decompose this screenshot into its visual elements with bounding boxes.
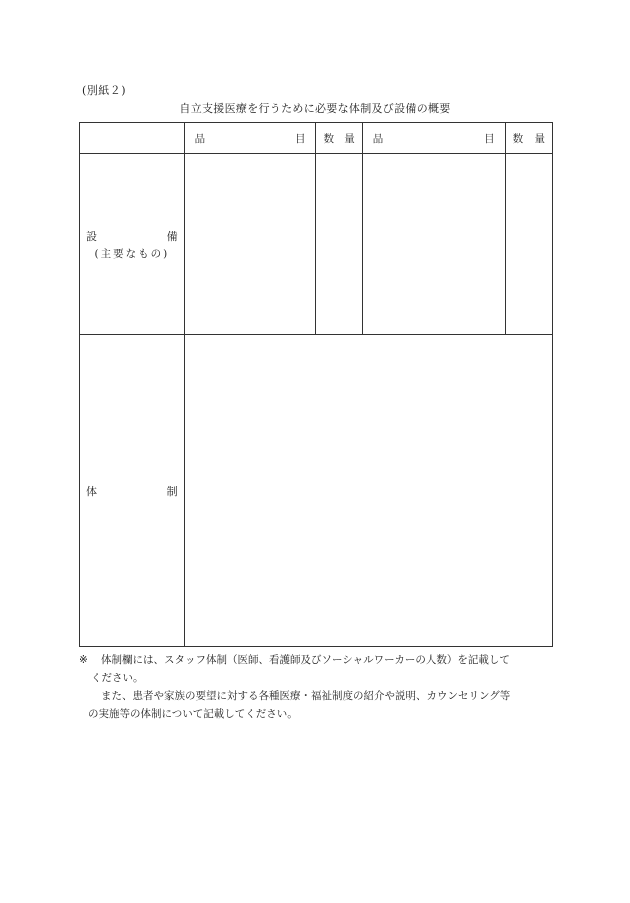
quantity-header-right: 量 [534,132,545,145]
system-label-cell [80,335,185,647]
system-label-right: 制 [166,484,178,498]
item-header-left: 品 [194,132,206,145]
item-header-right: 目 [484,132,495,145]
note-text-4: の実施等の体制について記載してください。 [88,708,298,720]
system-label-left: 体 [86,484,97,498]
equipment-item-field-2[interactable] [362,154,505,335]
quantity-header-right: 量 [344,132,355,145]
quantity-header-left: 数 [323,132,334,145]
item-header-right: 目 [294,132,306,145]
document-title: 自立支援医療を行うために必要な体制及び設備の概要 [179,102,451,115]
note-line-4 [79,705,557,723]
system-row [80,335,553,647]
note-line-3 [79,687,557,705]
note-line-2 [79,669,557,687]
item-header-cell-2 [362,123,505,154]
quantity-header-left: 数 [512,132,524,145]
item-header-left: 品 [372,132,384,145]
equipment-sub-label: (主要なもの) [94,247,170,260]
note-text-2: ください。 [91,672,144,684]
note-text-1: 体制欄には、スタッフ体制（医師、看護師及びソーシャルワーカーの人数）を記載して [101,654,510,666]
notes-section [79,651,557,723]
equipment-label-right: 備 [166,229,178,243]
note-mark: ※ [79,654,88,666]
header-blank-cell [80,123,185,154]
note-text-3: また、患者や家族の要望に対する各種医療・福祉制度の紹介や説明、カウンセリング等 [101,690,511,702]
facility-form-table [79,122,553,647]
note-line-1 [79,651,557,669]
attachment-label: (別紙２) [82,84,127,97]
equipment-label-cell [80,154,185,335]
item-header-cell-1 [184,123,316,154]
equipment-row [80,154,553,335]
equipment-quantity-field-2[interactable] [505,154,552,335]
quantity-header-cell-1 [316,123,362,154]
quantity-header-cell-2 [505,123,552,154]
equipment-quantity-field-1[interactable] [316,154,362,335]
system-description-field[interactable] [184,335,552,647]
equipment-label-left: 設 [86,229,97,243]
equipment-item-field-1[interactable] [184,154,316,335]
header-row [80,123,553,154]
